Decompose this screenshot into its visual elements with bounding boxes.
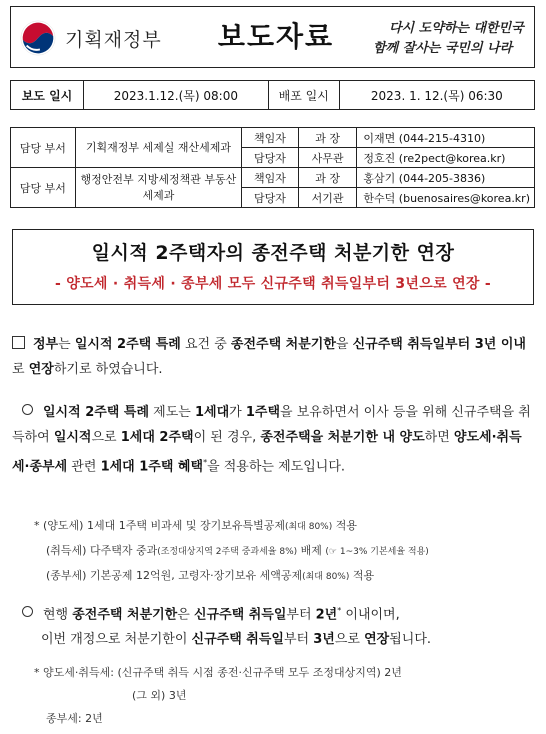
dept-label: 담당 부서 <box>11 128 76 168</box>
text-bold: 신규주택 취득일 <box>191 632 284 648</box>
release-info-table <box>10 80 535 110</box>
text: 을 보유하면서 이사 등을 위해 신규주택을 취득하여 <box>12 405 531 445</box>
dept-org: 행정안전부 지방세정책관 부동산세제과 <box>75 168 241 208</box>
text: 부터 <box>283 632 314 648</box>
contacts-table <box>10 127 535 208</box>
text-bold: 일시적 <box>53 430 92 445</box>
slogan-line2: 함께 잘사는 국민의 나라 <box>373 41 513 56</box>
sub-title: - 양도세 · 취득세 · 종부세 모두 신규주택 취득일부터 3년으로 연장 - <box>54 276 491 292</box>
text-small: (☞ 1~3% 기본세율 적용) <box>325 547 429 557</box>
text-line <box>12 598 532 627</box>
release-value: 2023.1.12.(목) 08:00 <box>84 81 269 110</box>
contact-position: 과 장 <box>298 168 357 188</box>
text-bold: 1세대 1주택 혜택 <box>100 459 204 475</box>
text: 가 <box>229 405 246 420</box>
note-line: * 양도세·취득세: (신규주택 취득 시점 종전·신규주택 모두 조정대상지역) 2년 <box>34 666 402 679</box>
text: 하면 <box>424 430 454 445</box>
distribution-label: 배포 일시 <box>268 81 339 110</box>
circle-bullet-icon <box>22 606 33 617</box>
text-small: (조정대상지역 2주택 중과세율 8%) <box>157 547 298 557</box>
text: 됩니다. <box>389 632 432 648</box>
contact-role: 책임자 <box>242 128 299 148</box>
text-line <box>12 627 532 652</box>
text-bold: 1세대 2주택 <box>120 430 194 445</box>
contact-position: 과 장 <box>298 128 357 148</box>
press-release-title: 보도자료 <box>217 20 335 53</box>
text: 을 적용하는 제도입니다. <box>207 459 346 475</box>
text-bold: 양도세·취득세·종부세 <box>12 430 522 475</box>
text: 으로 <box>334 632 365 648</box>
note-line <box>34 539 534 564</box>
text: 하기로 하였습니다. <box>53 362 163 377</box>
text-bold: 정부 <box>33 337 59 352</box>
text: 이내이며, <box>341 607 400 623</box>
note-line <box>34 514 534 539</box>
contact-role: 담당자 <box>242 188 299 208</box>
text: 관련 <box>67 459 101 475</box>
text-bold: 종전주택 처분기한 <box>72 607 178 623</box>
contact-position: 사무관 <box>298 148 357 168</box>
text: (취득세) 다주택자 중과 <box>46 544 158 557</box>
text: 는 <box>58 337 75 352</box>
contact-role: 담당자 <box>242 148 299 168</box>
deadline-notes <box>34 661 534 730</box>
taegeuk-emblem-icon <box>19 19 57 57</box>
paragraph-explanation <box>12 400 532 479</box>
text-bold: 연장 <box>28 362 54 377</box>
text: (종부세) 기본공제 12억원, 고령자·장기보유 세액공제 <box>46 569 303 582</box>
paragraph-change <box>12 598 532 652</box>
text-bold: 신규주택 취득일 <box>193 607 287 623</box>
square-bullet-icon <box>12 336 25 349</box>
contact-name: 홍삼기 (044-205-3836) <box>357 168 535 188</box>
text-bold: 3년 <box>313 632 335 648</box>
text-small: (최대 80%) <box>284 522 333 532</box>
text-bold: 2년 <box>315 607 338 623</box>
note-line <box>34 564 534 589</box>
text: 을 <box>335 337 353 352</box>
text-bold: 일시적 2주택 특례 <box>43 405 150 420</box>
distribution-value: 2023. 1. 12.(목) 06:30 <box>339 81 534 110</box>
note-line: (그 외) 3년 <box>132 689 187 702</box>
text-bold: 종전주택 처분기한 <box>230 337 336 352</box>
text: 은 <box>177 607 194 623</box>
text: 적용 <box>349 569 375 582</box>
text: 요건 중 <box>180 337 231 352</box>
text-bold: 일시적 2주택 특례 <box>74 337 181 352</box>
text-bold: 신규주택 취득일부터 3년 이내 <box>352 337 526 352</box>
paragraph-lead <box>12 332 532 382</box>
note-line: 종부세: 2년 <box>46 712 103 725</box>
dept-label: 담당 부서 <box>11 168 76 208</box>
circle-bullet-icon <box>22 404 33 415</box>
text: 적용 <box>332 519 357 532</box>
footnote-mark: * <box>203 458 208 467</box>
text-bold: 연장 <box>364 632 390 648</box>
text: 부터 <box>286 607 316 623</box>
text: * (양도세) 1세대 1주택 비과세 및 장기보유특별공제 <box>34 519 285 532</box>
text: 이번 개정으로 처분기한이 <box>41 632 192 648</box>
text-bold: 1세대 <box>194 405 230 420</box>
main-title: 일시적 2주택자의 종전주택 처분기한 연장 <box>91 242 455 264</box>
text: 으로 <box>91 430 121 445</box>
benefit-notes <box>34 514 534 589</box>
release-label: 보도 일시 <box>11 81 84 110</box>
footnote-mark: * <box>337 606 342 615</box>
contact-name: 정호진 (re2pect@korea.kr) <box>357 148 535 168</box>
contact-position: 서기관 <box>298 188 357 208</box>
contact-name: 한수덕 (buenosaires@korea.kr) <box>357 188 535 208</box>
dept-org: 기획재정부 세제실 재산세제과 <box>75 128 241 168</box>
text: 배제 <box>297 544 326 557</box>
slogan <box>371 13 531 61</box>
contact-role: 책임자 <box>242 168 299 188</box>
text-small: (최대 80%) <box>302 572 350 582</box>
agency-name: 기획재정부 <box>65 28 162 51</box>
text: 현행 <box>43 607 73 623</box>
press-header <box>10 6 535 68</box>
text: 제도는 <box>149 405 195 420</box>
text-bold: 1주택 <box>245 405 281 420</box>
text: 로 <box>12 362 29 377</box>
slogan-line1: 다시 도약하는 대한민국 <box>389 21 524 36</box>
text: 이 된 경우, <box>193 430 261 445</box>
headline-box <box>12 229 534 305</box>
text-bold: 종전주택을 처분기한 내 양도 <box>260 430 425 445</box>
contact-name: 이재면 (044-215-4310) <box>357 128 535 148</box>
agency-logo <box>19 17 169 59</box>
